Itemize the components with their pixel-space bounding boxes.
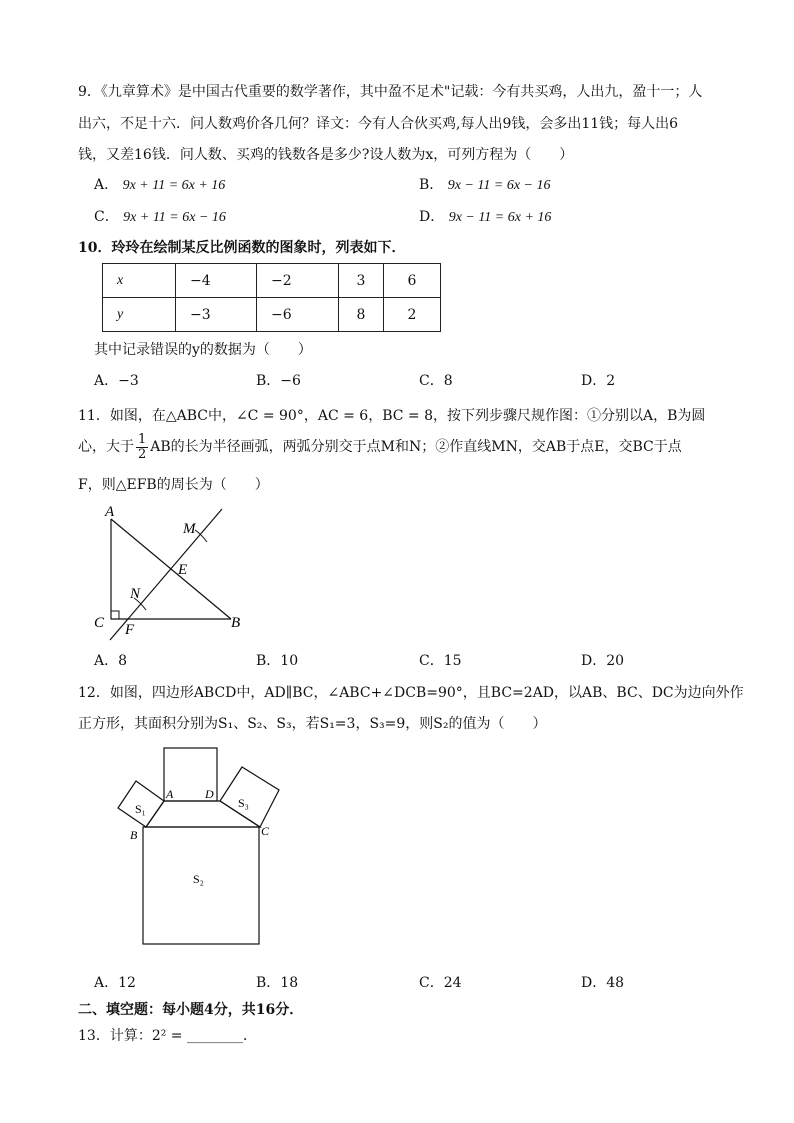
label-a: A: [105, 504, 115, 520]
table-cell: 8: [339, 298, 384, 332]
q12-option-d[interactable]: [581, 972, 624, 994]
label-b: B: [130, 828, 138, 842]
option-text: 20: [606, 653, 625, 669]
fraction-denominator: 2: [138, 446, 147, 462]
option-text: 12: [118, 975, 136, 991]
q11-option-a[interactable]: [94, 650, 127, 672]
fraction-half: [136, 433, 148, 462]
option-label: B．: [419, 177, 444, 193]
right-angle-mark: [111, 611, 119, 619]
label-f: F: [125, 622, 135, 638]
option-label: B．: [256, 373, 281, 389]
option-label: C．: [419, 373, 444, 389]
option-label: D．: [581, 373, 607, 389]
q11-option-c[interactable]: [419, 650, 462, 672]
option-label: A．: [94, 975, 119, 991]
q10-option-c[interactable]: [419, 370, 453, 392]
option-text: 15: [443, 653, 462, 669]
option-label: B．: [256, 653, 281, 669]
label-d: D: [205, 787, 214, 801]
label-e: E: [178, 562, 188, 578]
q13-line: 13．计算：2² = ________．: [78, 1028, 257, 1044]
table-cell: 2: [384, 298, 441, 332]
table-cell: −3: [176, 298, 257, 332]
table-cell: 3: [339, 264, 384, 298]
q10-table: [102, 263, 441, 332]
label-b: B: [231, 615, 241, 631]
option-text: 8: [443, 373, 453, 389]
table-cell: y: [103, 298, 176, 332]
q9-line1: 9．《九章算术》是中国古代重要的数学著作，其中盈不足术"记载：今有共买鸡，人出九，盈十一；人: [78, 84, 703, 100]
label-s2: S₂: [193, 872, 204, 886]
option-label: C．: [94, 209, 119, 225]
option-text: 2: [606, 373, 616, 389]
q12-line2: 正方形，其面积分别为S₁、S₂、S₃，若S₁=3，S₃=9，则S₂的值为（ ）: [78, 716, 547, 732]
square-s3: [220, 767, 279, 827]
q9-line3: 钱，又差16钱．问人数、买鸡的钱数各是多少?设人数为x，可列方程为（ ）: [78, 147, 574, 163]
option-text: 10: [280, 653, 299, 669]
option-text: −6: [280, 373, 301, 389]
table-cell: −6: [257, 298, 339, 332]
option-label: C．: [419, 975, 444, 991]
table-cell: 6: [384, 264, 441, 298]
table-row: [103, 264, 441, 298]
fraction-numerator: 1: [138, 431, 147, 447]
label-a: A: [166, 787, 174, 801]
arc-m: [195, 530, 207, 542]
option-label: D．: [419, 209, 445, 225]
table-row: [103, 298, 441, 332]
option-label: D．: [581, 653, 607, 669]
table-cell: −2: [257, 264, 339, 298]
label-c: C: [261, 824, 270, 838]
option-label: D．: [581, 975, 607, 991]
q11-line2-pre: 心，大于: [78, 439, 134, 455]
q11-line1: 11．如图，在△ABC中，∠C = 90°，AC = 6，BC = 8，按下列步骤尺规作图：①分别以A，B为圆: [78, 408, 706, 424]
q12-line1: 12．如图，四边形ABCD中，AD∥BC，∠ABC+∠DCB=90°，且BC=2AD，以AB、BC、DC为边向外作: [78, 685, 744, 701]
q10-option-a[interactable]: [94, 370, 139, 392]
table-cell: −4: [176, 264, 257, 298]
q9-option-d[interactable]: [419, 206, 551, 229]
option-text: 48: [606, 975, 625, 991]
option-text: 24: [443, 975, 462, 991]
label-s1: S₁: [135, 802, 146, 816]
q11-line2-post: AB的长为半径画弧，两弧分别交于点M和N；②作直线MN，交AB于点E，交BC于点: [150, 439, 682, 455]
option-text: 9x − 11 = 6x + 16: [448, 210, 552, 225]
table-cell: x: [103, 264, 176, 298]
line-mn: [110, 509, 222, 640]
q9-line2: 出六，不足十六．问人数鸡价各几何？译文：今有人合伙买鸡,每人出9钱，会多出11钱；每人出6: [78, 116, 679, 132]
q10-option-b[interactable]: [256, 370, 301, 392]
q10-question: 其中记录错误的y的数据为（ ）: [94, 342, 312, 358]
q12-option-c[interactable]: [419, 972, 462, 994]
q10-stem: [78, 236, 744, 260]
q12-option-b[interactable]: [256, 972, 298, 994]
option-label: A．: [94, 653, 119, 669]
q11-triangle-figure: [88, 500, 258, 645]
label-m: M: [183, 521, 196, 537]
q10-option-d[interactable]: [581, 370, 615, 392]
option-label: B．: [256, 975, 281, 991]
option-text: 18: [280, 975, 299, 991]
option-text: −3: [118, 373, 139, 389]
option-label: A．: [94, 177, 119, 193]
label-n: N: [130, 586, 141, 602]
label-c: C: [94, 615, 105, 631]
q12-squares-figure: [108, 745, 293, 950]
option-text: 9x + 11 = 6x − 16: [123, 210, 226, 225]
option-text: 9x + 11 = 6x + 16: [122, 178, 226, 193]
q9-option-a[interactable]: [94, 174, 225, 197]
q11-line3: F，则△EFB的周长为（ ）: [78, 477, 269, 493]
option-label: A．: [94, 373, 119, 389]
option-text: 8: [118, 653, 128, 669]
q11-option-b[interactable]: [256, 650, 298, 672]
q9-option-b[interactable]: [419, 174, 550, 197]
section-title: 二、填空题：每小题4分，共16分．: [78, 1002, 304, 1018]
q12-option-a[interactable]: [94, 972, 136, 994]
label-s3: S₃: [238, 796, 249, 810]
option-text: 9x − 11 = 6x − 16: [447, 178, 551, 193]
q9-option-c[interactable]: [94, 206, 226, 229]
option-label: C．: [419, 653, 444, 669]
q11-line2: [78, 430, 744, 464]
q10-stem-text: 10．玲玲在绘制某反比例函数的图象时，列表如下．: [78, 240, 406, 256]
q11-option-d[interactable]: [581, 650, 624, 672]
